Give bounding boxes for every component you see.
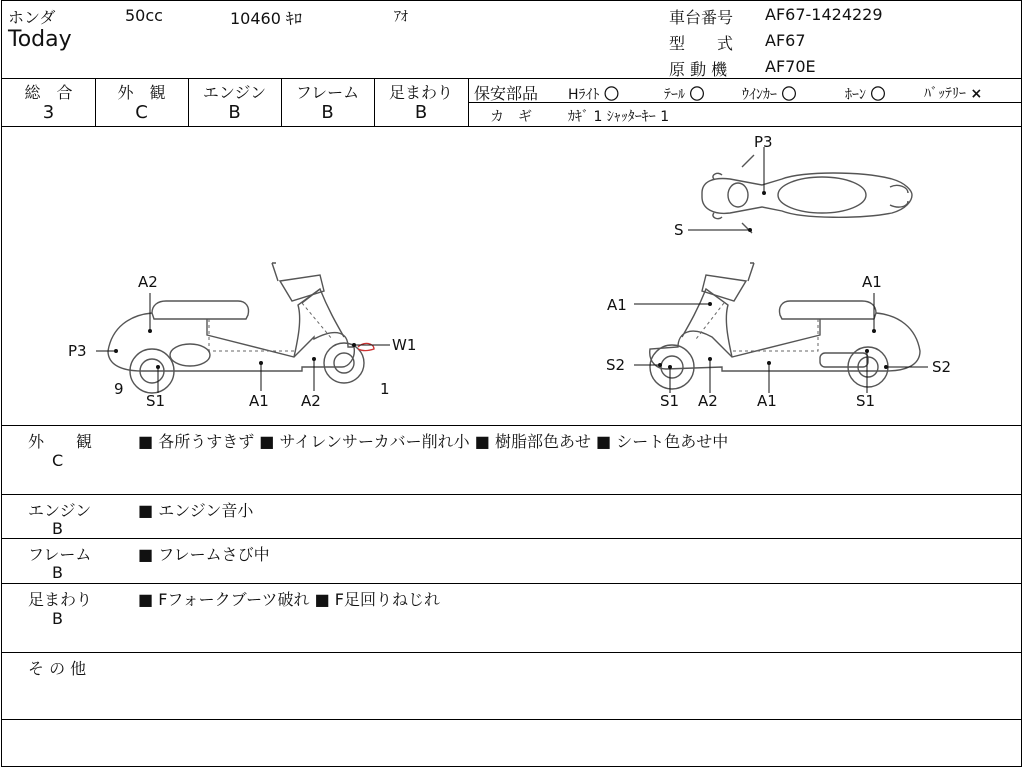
section-title-other: そ の 他 bbox=[28, 659, 87, 678]
divider bbox=[468, 78, 469, 126]
body-color: ｱｵ bbox=[394, 9, 408, 25]
divider bbox=[2, 78, 1022, 79]
mark-right-s2-rear: S2 bbox=[932, 358, 952, 376]
mark-right-a2: A2 bbox=[698, 392, 718, 410]
mark-right-s1-rear: S1 bbox=[856, 392, 876, 410]
mark-right-a1-bottom: A1 bbox=[757, 392, 777, 410]
section-title-frame: フレーム bbox=[28, 545, 92, 564]
divider bbox=[2, 652, 1022, 653]
scooter-right-view bbox=[606, 263, 951, 410]
section-grade-suspension: B bbox=[52, 609, 63, 628]
mark-left-a2-bottom: A2 bbox=[301, 392, 321, 410]
mark-left-a1: A1 bbox=[249, 392, 269, 410]
mark-right-a1-top: A1 bbox=[607, 296, 627, 314]
keys-label: カ ギ bbox=[490, 109, 532, 125]
safety-item-taillight: ﾃｰﾙ 〇 bbox=[664, 85, 705, 103]
safety-item-winker: ｳｲﾝｶｰ 〇 bbox=[742, 85, 797, 103]
mark-left-9: 9 bbox=[114, 380, 124, 398]
mark-right-s2-front: S2 bbox=[606, 356, 626, 374]
section-grade-frame: B bbox=[52, 563, 63, 582]
grade-label-overall: 総 合 bbox=[24, 83, 73, 102]
mark-left-s1: S1 bbox=[146, 392, 166, 410]
mark-left-p3: P3 bbox=[68, 342, 87, 360]
grade-value-overall: 3 bbox=[42, 102, 55, 123]
mark-left-1: 1 bbox=[380, 380, 390, 398]
safety-item-headlight: Hﾗｲﾄ 〇 bbox=[568, 85, 619, 103]
grade-value-exterior: C bbox=[135, 102, 148, 123]
chassis-label: 車台番号 bbox=[669, 8, 734, 27]
divider bbox=[2, 425, 1022, 426]
maker: ホンダ bbox=[8, 8, 56, 27]
section-title-suspension: 足まわり bbox=[28, 590, 93, 609]
divider bbox=[2, 538, 1022, 539]
chassis-number: AF67-1424229 bbox=[765, 5, 883, 24]
grade-label-engine: エンジン bbox=[202, 83, 267, 102]
mark-right-s1-front: S1 bbox=[660, 392, 680, 410]
scooter-top-view bbox=[674, 133, 912, 239]
type-label: 型 式 bbox=[669, 34, 734, 53]
section-notes-frame: ■ フレームさび中 bbox=[138, 545, 270, 564]
mark-top-p3: P3 bbox=[754, 133, 773, 151]
section-grade-exterior: C bbox=[52, 451, 64, 470]
grade-value-engine: B bbox=[228, 102, 241, 123]
grade-value-frame: B bbox=[321, 102, 334, 123]
grade-label-exterior: 外 観 bbox=[117, 83, 166, 102]
model-name: Today bbox=[8, 27, 72, 52]
mark-top-s: S bbox=[674, 221, 684, 239]
section-notes-suspension: ■ Fフォークブーツ破れ ■ F足回りねじれ bbox=[138, 590, 440, 609]
grade-label-frame: フレーム bbox=[295, 83, 360, 102]
section-title-engine: エンジン bbox=[28, 501, 92, 520]
type-value: AF67 bbox=[765, 31, 806, 50]
mileage: 10460 ｷﾛ bbox=[230, 9, 302, 28]
section-grade-engine: B bbox=[52, 519, 63, 538]
section-title-exterior: 外 観 bbox=[28, 432, 93, 451]
safety-label: 保安部品 bbox=[474, 84, 539, 103]
engine-value: AF70E bbox=[765, 57, 816, 76]
mark-left-w1: W1 bbox=[392, 336, 417, 354]
grade-label-suspension: 足まわり bbox=[388, 83, 453, 102]
scooter-left-view bbox=[68, 263, 416, 410]
divider bbox=[2, 494, 1022, 495]
section-notes-engine: ■ エンジン音小 bbox=[138, 501, 254, 520]
engine-label: 原 動 機 bbox=[669, 60, 728, 79]
inspection-sheet bbox=[1, 0, 1022, 767]
safety-item-horn: ﾎｰﾝ 〇 bbox=[845, 85, 886, 103]
displacement: 50cc bbox=[125, 6, 163, 25]
divider bbox=[2, 719, 1022, 720]
keys-value: ｶｷﾞ 1 ｼｬｯﾀｰｷｰ 1 bbox=[568, 109, 670, 125]
mark-left-a2-top: A2 bbox=[138, 273, 158, 291]
section-notes-exterior: ■ 各所うすきず ■ サイレンサーカバー削れ小 ■ 樹脂部色あせ ■ シート色あせ中 bbox=[138, 432, 729, 451]
damage-diagram bbox=[2, 127, 1022, 425]
grade-value-suspension: B bbox=[414, 102, 428, 123]
mark-right-a1-seat: A1 bbox=[862, 273, 882, 291]
divider bbox=[2, 583, 1022, 584]
safety-item-battery: ﾊﾞｯﾃﾘｰ × bbox=[924, 86, 983, 102]
